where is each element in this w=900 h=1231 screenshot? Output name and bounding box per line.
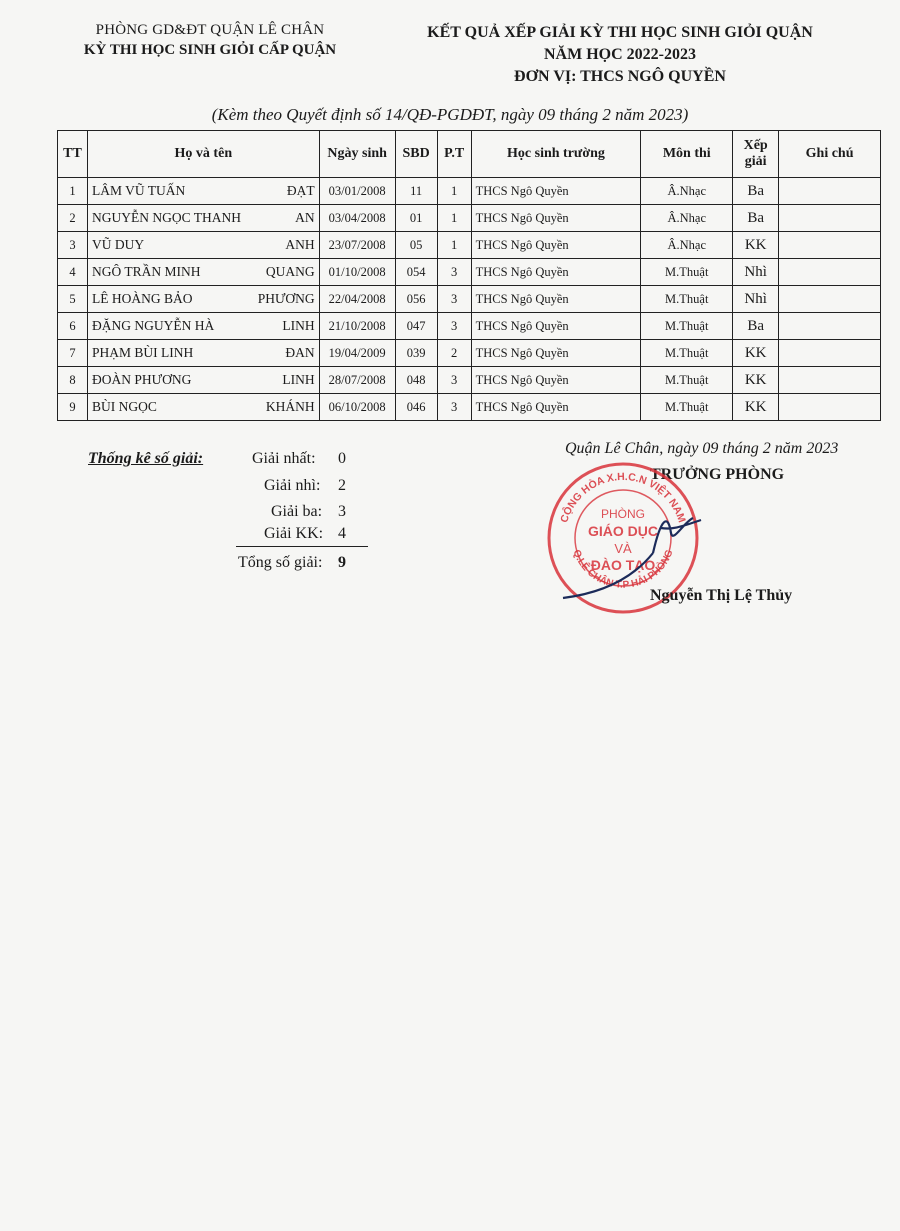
stat-kk — [264, 525, 346, 543]
table-header-row — [58, 131, 881, 178]
first-name: LINH — [282, 372, 315, 387]
cell-dob: 23/07/2008 — [319, 232, 395, 259]
col-dob: Ngày sinh — [319, 131, 395, 178]
cell-subject: Â.Nhạc — [641, 232, 733, 259]
col-tt: TT — [58, 131, 88, 178]
header-left — [60, 22, 360, 59]
cell-tt: 1 — [58, 178, 88, 205]
cell-tt: 2 — [58, 205, 88, 232]
cell-subject: Â.Nhạc — [641, 205, 733, 232]
cell-pt: 3 — [437, 367, 471, 394]
cell-rank: KK — [733, 340, 779, 367]
stat-value: 2 — [338, 477, 346, 494]
cell-pt: 3 — [437, 313, 471, 340]
cell-note — [779, 313, 881, 340]
first-name: KHÁNH — [265, 399, 315, 414]
last-middle-name: ĐOÀN PHƯƠNG — [91, 372, 192, 387]
cell-rank: Ba — [733, 178, 779, 205]
last-middle-name: LÊ HOÀNG BẢO — [91, 291, 193, 306]
stamp-line-4: ĐÀO TẠO — [590, 557, 656, 573]
last-middle-name: NGÔ TRẦN MINH — [91, 264, 201, 279]
stat-second — [264, 477, 346, 495]
first-name: AN — [295, 210, 315, 225]
cell-rank: KK — [733, 394, 779, 421]
header-right — [380, 22, 860, 88]
cell-school: THCS Ngô Quyền — [471, 205, 641, 232]
cell-tt: 8 — [58, 367, 88, 394]
col-note: Ghi chú — [779, 131, 881, 178]
cell-tt: 7 — [58, 340, 88, 367]
cell-rank: Ba — [733, 313, 779, 340]
stamp-line-2: GIÁO DỤC — [588, 523, 658, 539]
cell-pt: 2 — [437, 340, 471, 367]
signature-title: TRƯỞNG PHÒNG — [650, 466, 785, 483]
stat-value: 4 — [338, 525, 346, 542]
cell-name — [87, 340, 319, 367]
cell-tt: 9 — [58, 394, 88, 421]
doc-title: KẾT QUẢ XẾP GIẢI KỲ THI HỌC SINH GIỎI QUẬN — [427, 24, 813, 41]
exam-name: KỲ THI HỌC SINH GIỎI CẤP QUẬN — [83, 42, 337, 58]
dept-name: PHÒNG GD&ĐT QUẬN LÊ CHÂN — [95, 22, 325, 38]
cell-subject: Â.Nhạc — [641, 178, 733, 205]
cell-rank: Ba — [733, 205, 779, 232]
table-row — [58, 205, 881, 232]
cell-pt: 1 — [437, 205, 471, 232]
first-name: ĐAN — [285, 345, 315, 360]
cell-name — [87, 259, 319, 286]
cell-rank: Nhì — [733, 286, 779, 313]
stat-label: Giải ba: — [271, 503, 323, 520]
signature-date: Quận Lê Chân, ngày 09 tháng 2 năm 2023 — [565, 440, 839, 457]
stats-divider — [236, 546, 368, 547]
cell-school: THCS Ngô Quyền — [471, 178, 641, 205]
cell-note — [779, 232, 881, 259]
cell-sbd: 054 — [395, 259, 437, 286]
table-row — [58, 313, 881, 340]
cell-dob: 06/10/2008 — [319, 394, 395, 421]
col-rank-line1: Xếp — [743, 138, 768, 153]
table-row — [58, 232, 881, 259]
cell-tt: 6 — [58, 313, 88, 340]
last-middle-name: ĐẶNG NGUYỄN HÀ — [91, 318, 215, 333]
first-name: LINH — [282, 318, 315, 333]
cell-note — [779, 205, 881, 232]
cell-school: THCS Ngô Quyền — [471, 259, 641, 286]
cell-dob: 22/04/2008 — [319, 286, 395, 313]
cell-name — [87, 367, 319, 394]
cell-tt: 3 — [58, 232, 88, 259]
cell-sbd: 046 — [395, 394, 437, 421]
first-name: ĐẠT — [286, 183, 315, 198]
stat-label: Giải nhất: — [252, 450, 316, 467]
stat-label: Giải KK: — [264, 525, 324, 542]
cell-name — [87, 313, 319, 340]
cell-pt: 3 — [437, 286, 471, 313]
cell-tt: 4 — [58, 259, 88, 286]
cell-note — [779, 394, 881, 421]
stat-total — [238, 554, 346, 572]
cell-school: THCS Ngô Quyền — [471, 394, 641, 421]
stamp-line-3: VÀ — [614, 541, 632, 556]
last-middle-name: LÂM VŨ TUẤN — [91, 183, 186, 198]
last-middle-name: NGUYỄN NGỌC THANH — [91, 210, 241, 225]
cell-name — [87, 286, 319, 313]
stat-value: 0 — [338, 450, 346, 467]
cell-sbd: 11 — [395, 178, 437, 205]
cell-sbd: 05 — [395, 232, 437, 259]
col-pt: P.T — [437, 131, 471, 178]
cell-subject: M.Thuật — [641, 286, 733, 313]
cell-dob: 03/01/2008 — [319, 178, 395, 205]
stat-total-label: Tổng số giải: — [238, 554, 323, 571]
cell-rank: KK — [733, 232, 779, 259]
cell-school: THCS Ngô Quyền — [471, 286, 641, 313]
cell-school: THCS Ngô Quyền — [471, 232, 641, 259]
cell-sbd: 048 — [395, 367, 437, 394]
last-middle-name: PHẠM BÙI LINH — [91, 345, 194, 360]
stat-total-value: 9 — [338, 554, 346, 571]
cell-name — [87, 394, 319, 421]
cell-note — [779, 178, 881, 205]
col-school: Học sinh trường — [471, 131, 641, 178]
attachment-note: (Kèm theo Quyết định số 14/QĐ-PGDĐT, ngày 09 tháng 2 năm 2023) — [211, 105, 689, 124]
table-row — [58, 367, 881, 394]
col-rank-line2: giải — [744, 154, 767, 169]
cell-dob: 28/07/2008 — [319, 367, 395, 394]
stat-first — [252, 450, 346, 468]
stamp-ring-bottom: Q.LÊ CHÂN T.P HẢI PHÒNG — [570, 548, 676, 591]
unit-name: ĐƠN VỊ: THCS NGÔ QUYỀN — [514, 68, 726, 85]
cell-school: THCS Ngô Quyền — [471, 367, 641, 394]
stat-label: Giải nhì: — [264, 477, 321, 494]
cell-rank: KK — [733, 367, 779, 394]
cell-dob: 03/04/2008 — [319, 205, 395, 232]
cell-name — [87, 205, 319, 232]
school-year: NĂM HỌC 2022-2023 — [544, 46, 696, 63]
first-name: ANH — [285, 237, 315, 252]
cell-note — [779, 367, 881, 394]
cell-note — [779, 340, 881, 367]
cell-name — [87, 178, 319, 205]
table-row — [58, 259, 881, 286]
stat-value: 3 — [338, 503, 346, 520]
cell-subject: M.Thuật — [641, 340, 733, 367]
table-row — [58, 286, 881, 313]
stamp-line-1: PHÒNG — [600, 507, 646, 521]
col-name: Họ và tên — [87, 131, 319, 178]
cell-dob: 01/10/2008 — [319, 259, 395, 286]
cell-note — [779, 259, 881, 286]
results-table — [57, 130, 881, 421]
cell-pt: 3 — [437, 394, 471, 421]
cell-dob: 21/10/2008 — [319, 313, 395, 340]
table-row — [58, 178, 881, 205]
cell-rank: Nhì — [733, 259, 779, 286]
first-name: QUANG — [265, 264, 315, 279]
table-row — [58, 394, 881, 421]
last-middle-name: VŨ DUY — [91, 237, 145, 252]
cell-subject: M.Thuật — [641, 367, 733, 394]
cell-pt: 1 — [437, 178, 471, 205]
col-rank — [733, 131, 779, 178]
cell-school: THCS Ngô Quyền — [471, 340, 641, 367]
last-middle-name: BÙI NGỌC — [91, 399, 157, 414]
cell-sbd: 01 — [395, 205, 437, 232]
cell-subject: M.Thuật — [641, 313, 733, 340]
cell-sbd: 039 — [395, 340, 437, 367]
stats-label: Thống kê số giải: — [88, 450, 204, 467]
cell-tt: 5 — [58, 286, 88, 313]
cell-pt: 3 — [437, 259, 471, 286]
stamp-ring-top: CỘNG HÒA X.H.C.N VIỆT NAM — [558, 470, 688, 525]
table-row — [58, 340, 881, 367]
cell-school: THCS Ngô Quyền — [471, 313, 641, 340]
cell-name — [87, 232, 319, 259]
signer-name: Nguyễn Thị Lệ Thủy — [650, 587, 793, 604]
cell-pt: 1 — [437, 232, 471, 259]
cell-sbd: 056 — [395, 286, 437, 313]
cell-subject: M.Thuật — [641, 259, 733, 286]
col-sbd: SBD — [395, 131, 437, 178]
cell-subject: M.Thuật — [641, 394, 733, 421]
cell-dob: 19/04/2009 — [319, 340, 395, 367]
stat-third — [271, 503, 346, 521]
col-subject: Môn thi — [641, 131, 733, 178]
first-name: PHƯƠNG — [257, 291, 315, 306]
cell-note — [779, 286, 881, 313]
cell-sbd: 047 — [395, 313, 437, 340]
